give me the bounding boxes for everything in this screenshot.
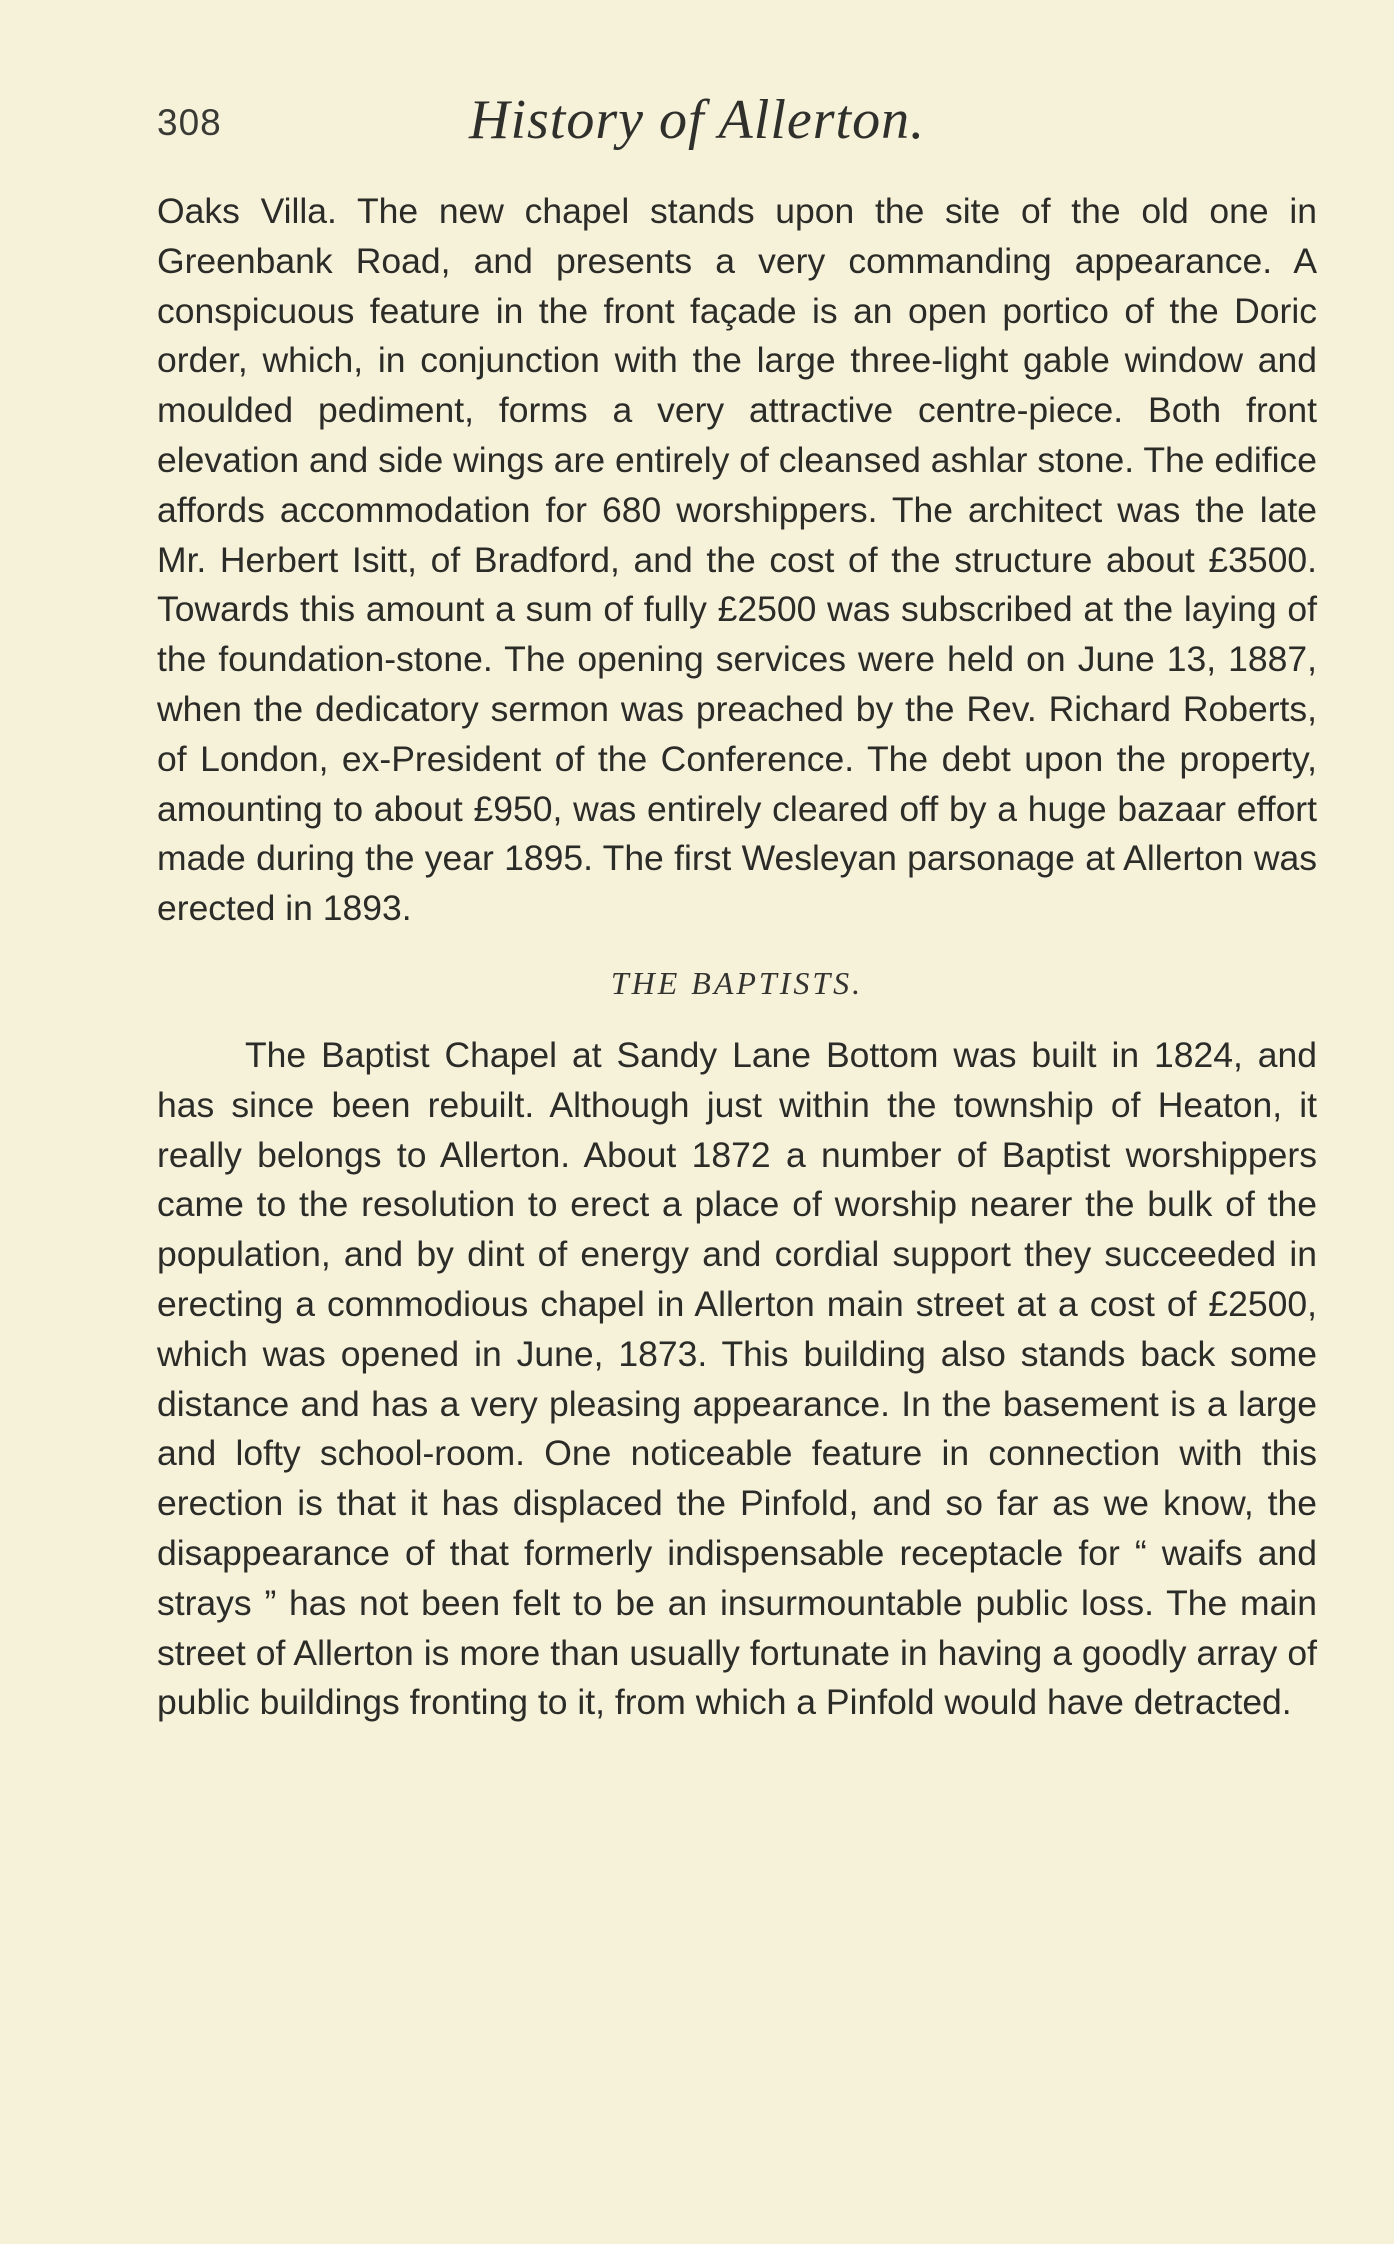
paragraph-wesleyan-chapel: Oaks Villa. The new chapel stands upon the site of the old one in Greenbank Road, and presents a very commanding appearance. A conspicuous feature in the front façade is an open portico of the Doric order, which, in conjunction with the large three-light gable window and moulded pediment, forms a very attractive centre-piece. Both front elevation and side wings are entirely of cleansed ashlar stone. The edifice affords accommodation for 680 worshippers. The architect was the late Mr. Herbert Isitt, of Bradford, and the cost of the structure about £3500. Towards this amount a sum of fully £2500 was subscribed at the laying of the foundation-stone. The opening services were held on June 13, 1887, when the dedicatory sermon was preached by the Rev. Richard Roberts, of London, ex-President of the Conference. The debt upon the property, amounting to about £950, was entirely cleared off by a huge bazaar effort made during the year 1895. The first Wesleyan parsonage at Allerton was erected in 1893. — [157, 191, 1317, 929]
body-text — [157, 187, 1317, 1728]
paragraph-baptists: The Baptist Chapel at Sandy Lane Bottom was built in 1824, and has since been rebuilt. Although just within the township of Heaton, it really belongs to Allerton. About 1872 a number of Baptist worshippers came to the resolution to erect a place of worship nearer the bulk of the population, and by dint of energy and cordial support they succeeded in erecting a commodious chapel in Allerton main street at a cost of £2500, which was opened in June, 1873. This building also stands back some distance and has a very pleasing appearance. In the basement is a large and lofty school-room. One noticeable feature in connection with this erection is that it has displaced the Pinfold, and so far as we know, the disappearance of that formerly indispensable receptacle for “ waifs and strays ” has not been felt to be an insurmountable public loss. The main street of Allerton is more than usually fortunate in having a goodly array of public buildings fronting to it, from which a Pinfold would have detracted. — [157, 1034, 1317, 1723]
running-title: History of Allerton. — [469, 89, 926, 151]
page-number: 308 — [157, 102, 222, 143]
page-header — [157, 88, 1317, 158]
section-heading: THE BAPTISTS. — [610, 964, 864, 1001]
